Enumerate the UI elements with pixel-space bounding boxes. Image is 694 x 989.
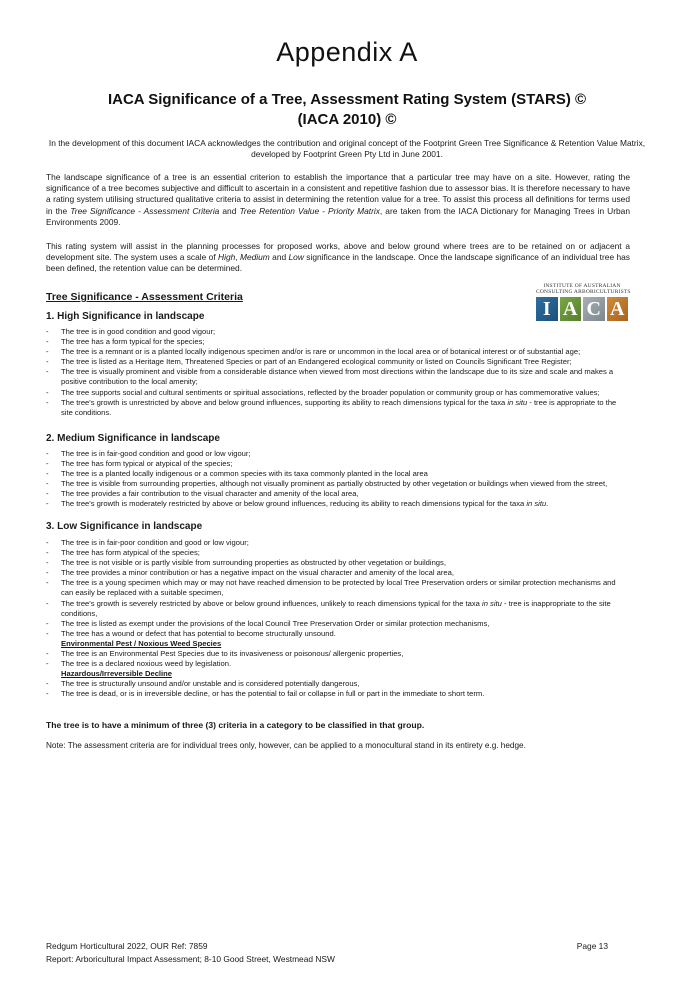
list-item: - The tree is not visible or is partly visible from surrounding properties as obstructed by other vegetation or buildings, — [46, 558, 628, 568]
list-item: - The tree is in good condition and good vigour; — [46, 327, 628, 337]
intro-paragraph-1: The landscape significance of a tree is an essential criterion to establish the importance that a particular tree may have on a site. However, rating the significance of a tree becomes subjective and difficult to ascertain in a consistent and repetitive fashion due to assessor bias. It is therefore necessary to have a rating system utilising structured qualitative criteria to assist in determining the retention value for a tree. To assist this process all definitions for terms used in the Tree Significance - Assessment Criteria and Tree Retention Value - Priority Matrix, are taken from the IACA Dictionary for Managing Trees in Urban Environments 2009. — [46, 172, 630, 227]
footer-reference: Redgum Horticultural 2022, OUR Ref: 7859 — [46, 941, 208, 951]
logo-tile-a: A — [607, 297, 629, 321]
list-item: - The tree's growth is unrestricted by above and below ground influences, supporting its ability to reach dimensions typical for the taxa in situ - tree is appropriate to the site conditions. — [46, 398, 628, 418]
list-item: - The tree is a remnant or is a planted locally indigenous specimen and/or is rare or uncommon in the local area or of botanical interest or of substantial age; — [46, 347, 628, 357]
criteria-heading: Tree Significance - Assessment Criteria — [46, 291, 243, 303]
list-item: - The tree is a planted locally indigenous or a common species with its taxa commonly planted in the local area — [46, 469, 628, 479]
hazardous-decline-subheading: Hazardous/Irreversible Decline — [61, 669, 173, 679]
iaca-logo — [536, 283, 631, 325]
list-item: - The tree has form typical or atypical of the species; — [46, 459, 628, 469]
list-item: - The tree is listed as a Heritage Item, Threatened Species or part of an Endangered ecological community or listed on Councils Significant Tree Register; — [46, 357, 628, 367]
list-item: - The tree is visible from surrounding properties, although not visually prominent as partially obstructed by other vegetation or buildings when viewed from the street, — [46, 479, 628, 489]
main-title — [40, 90, 654, 130]
low-significance-list — [46, 538, 628, 700]
list-item: - The tree is structurally unsound and/or unstable and is considered potentially dangerous, — [46, 679, 628, 689]
list-item: - The tree is dead, or is in irreversible decline, or has the potential to fail or collapse in full or part in the immediate to short term. — [46, 689, 628, 699]
list-item: - The tree has form atypical of the species; — [46, 548, 628, 558]
intro-paragraph-2: This rating system will assist in the planning processes for proposed works, above and below ground where trees are to be retained on or adjacent a development site. The system uses a scale of High, Medium and Low significance in the landscape. Once the landscape significance of an individual tree has been defined, the retention value can be determined. — [46, 241, 630, 274]
high-significance-list — [46, 327, 628, 418]
list-item: - The tree's growth is severely restricted by above or below ground influences, unlikely to reach dimensions typical for the taxa in situ - tree is inappropriate to the site conditions, — [46, 599, 628, 619]
medium-significance-list — [46, 449, 628, 510]
footer-line2: Report: Arboricultural Impact Assessment; 8-10 Good Street, Westmead NSW — [46, 954, 335, 964]
page-number: Page 13 — [576, 941, 608, 951]
logo-line1: INSTITUTE OF AUSTRALIAN — [543, 283, 621, 289]
high-significance-heading: 1. High Significance in landscape — [46, 311, 205, 322]
list-item: - The tree has a form typical for the species; — [46, 337, 628, 347]
appendix-title: Appendix A — [276, 37, 418, 67]
note-label: Note: — [46, 741, 66, 750]
main-title-line2: (IACA 2010) © — [297, 111, 397, 128]
footer-line1 — [46, 940, 608, 953]
logo-tiles — [536, 297, 628, 321]
note-text: The assessment criteria are for individual trees only, however, can be applied to a monocultural stand in its entirety e.g. hedge. — [65, 741, 526, 750]
classification-rule: The tree is to have a minimum of three (3) criteria in a category to be classified in that group. — [46, 720, 425, 730]
term-assessment-criteria: Tree Significance - Assessment Criteria — [70, 205, 220, 216]
list-item: - The tree is an Environmental Pest Species due to its invasiveness or poisonous/ allergenic properties, — [46, 649, 628, 659]
logo-tile-i: I — [536, 297, 558, 321]
note — [46, 741, 526, 750]
list-item: - The tree provides a fair contribution to the visual character and amenity of the local area, — [46, 489, 628, 499]
list-item: - The tree is in fair-poor condition and good or low vigour; — [46, 538, 628, 548]
logo-tile-c: C — [583, 297, 605, 321]
list-item: - The tree is in fair-good condition and good or low vigour; — [46, 449, 628, 459]
list-item: - The tree supports social and cultural sentiments or spiritual associations, reflected by the broader population or community group or has commemorative values; — [46, 388, 628, 398]
list-item: - The tree provides a minor contribution or has a negative impact on the visual character and amenity of the local area, — [46, 568, 628, 578]
list-item: - The tree's growth is moderately restricted by above or below ground influences, reducing its ability to reach dimensions typical for the taxa in situ. — [46, 499, 628, 509]
low-significance-heading: 3. Low Significance in landscape — [46, 521, 203, 532]
list-item: - The tree is listed as exempt under the provisions of the local Council Tree Preservation Order or similar protection mechanisms, — [46, 619, 628, 629]
list-item: - The tree is visually prominent and visible from a considerable distance when viewed from most directions within the landscape due to its size and scale and makes a positive contribution to the local amenity; — [46, 367, 628, 387]
environmental-pest-subheading: Environmental Pest / Noxious Weed Species — [61, 638, 222, 648]
list-item: - The tree is a declared noxious weed by legislation. — [46, 659, 628, 669]
acknowledgement: In the development of this document IACA acknowledges the contribution and original concept of the Footprint Green Tree Significance & Retention Value Matrix, developed by Footprint Green Pty Ltd in June 2001. — [48, 138, 646, 159]
logo-line2: CONSULTING ARBORICULTURISTS — [536, 289, 631, 295]
list-item: - The tree is a young specimen which may or may not have reached dimension to be protected by local Tree Preservation orders or similar protection mechanisms and can easily be replaced with a suitable specimen, — [46, 578, 628, 598]
medium-significance-heading: 2. Medium Significance in landscape — [46, 433, 220, 444]
logo-tile-a: A — [560, 297, 582, 321]
main-title-line1: IACA Significance of a Tree, Assessment Rating System (STARS) © — [107, 91, 587, 108]
list-item: - The tree has a wound or defect that has potential to become structurally unsound. — [46, 629, 628, 639]
term-priority-matrix: Tree Retention Value - Priority Matrix — [239, 205, 380, 216]
